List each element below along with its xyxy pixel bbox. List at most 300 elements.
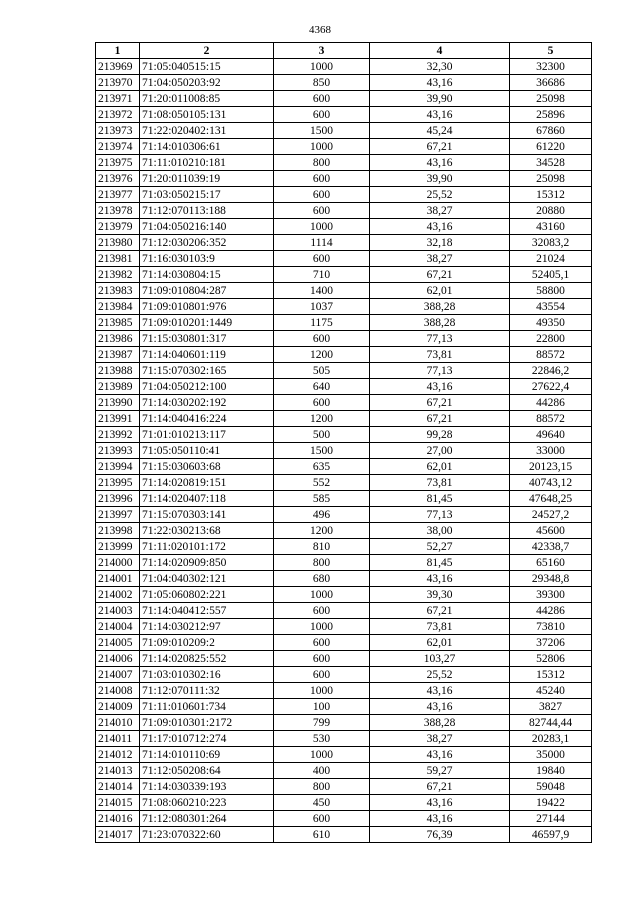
area-value: 530 [274,731,370,747]
area-value: 810 [274,539,370,555]
row-number: 214008 [96,683,140,699]
rate-value: 38,27 [370,251,510,267]
cadastral-number: 71:04:050203:92 [140,75,274,91]
area-value: 600 [274,171,370,187]
table-row [96,219,592,235]
rate-value: 38,27 [370,731,510,747]
rate-value: 62,01 [370,459,510,475]
area-value: 710 [274,267,370,283]
cadastral-number: 71:23:070322:60 [140,827,274,843]
total-value: 35000 [510,747,592,763]
rate-value: 67,21 [370,267,510,283]
table-row [96,747,592,763]
row-number: 214007 [96,667,140,683]
rate-value: 77,13 [370,363,510,379]
total-value: 52806 [510,651,592,667]
cadastral-number: 71:14:010110:69 [140,747,274,763]
table-row [96,187,592,203]
area-value: 400 [274,763,370,779]
page-number: 4368 [309,24,331,36]
rate-value: 388,28 [370,315,510,331]
area-value: 585 [274,491,370,507]
table-row [96,491,592,507]
row-number: 214001 [96,571,140,587]
cadastral-number: 71:17:010712:274 [140,731,274,747]
row-number: 213978 [96,203,140,219]
row-number: 213970 [96,75,140,91]
rate-value: 27,00 [370,443,510,459]
rate-value: 67,21 [370,139,510,155]
rate-value: 43,16 [370,699,510,715]
table-row [96,619,592,635]
cadastral-number: 71:11:010210:181 [140,155,274,171]
cadastral-number: 71:14:020909:850 [140,555,274,571]
row-number: 213983 [96,283,140,299]
table-row [96,283,592,299]
cadastral-number: 71:12:070113:188 [140,203,274,219]
total-value: 49640 [510,427,592,443]
table-row [96,667,592,683]
area-value: 799 [274,715,370,731]
total-value: 46597,9 [510,827,592,843]
total-value: 43160 [510,219,592,235]
rate-value: 25,52 [370,187,510,203]
table-row [96,811,592,827]
row-number: 213972 [96,107,140,123]
table-row [96,603,592,619]
cadastral-number: 71:12:030206:352 [140,235,274,251]
row-number: 213994 [96,459,140,475]
total-value: 61220 [510,139,592,155]
area-value: 635 [274,459,370,475]
total-value: 88572 [510,347,592,363]
rate-value: 39,30 [370,587,510,603]
total-value: 3827 [510,699,592,715]
cadastral-number: 71:15:070303:141 [140,507,274,523]
row-number: 213993 [96,443,140,459]
total-value: 73810 [510,619,592,635]
table-row [96,523,592,539]
area-value: 552 [274,475,370,491]
cadastral-number: 71:14:020825:552 [140,651,274,667]
row-number: 214013 [96,763,140,779]
row-number: 214002 [96,587,140,603]
area-value: 1400 [274,283,370,299]
rate-value: 76,39 [370,827,510,843]
table-row [96,267,592,283]
cadastral-number: 71:05:050110:41 [140,443,274,459]
area-value: 850 [274,75,370,91]
cadastral-number: 71:15:070302:165 [140,363,274,379]
table-row [96,683,592,699]
rate-value: 43,16 [370,811,510,827]
area-value: 1000 [274,59,370,75]
table-row [96,299,592,315]
row-number: 213974 [96,139,140,155]
area-value: 600 [274,187,370,203]
cadastral-number: 71:14:030804:15 [140,267,274,283]
row-number: 213995 [96,475,140,491]
rate-value: 43,16 [370,683,510,699]
cadastral-number: 71:04:040302:121 [140,571,274,587]
area-value: 600 [274,251,370,267]
total-value: 25896 [510,107,592,123]
rate-value: 32,18 [370,235,510,251]
data-table [95,42,592,843]
total-value: 27144 [510,811,592,827]
cadastral-number: 71:05:040515:15 [140,59,274,75]
area-value: 1200 [274,411,370,427]
table-row [96,779,592,795]
row-number: 214005 [96,635,140,651]
rate-value: 103,27 [370,651,510,667]
table-row [96,347,592,363]
cadastral-number: 71:08:050105:131 [140,107,274,123]
total-value: 24527,2 [510,507,592,523]
total-value: 25098 [510,91,592,107]
total-value: 65160 [510,555,592,571]
table-row [96,555,592,571]
area-value: 600 [274,603,370,619]
row-number: 213987 [96,347,140,363]
rate-value: 45,24 [370,123,510,139]
total-value: 34528 [510,155,592,171]
table-row [96,731,592,747]
rate-value: 43,16 [370,219,510,235]
total-value: 20283,1 [510,731,592,747]
total-value: 42338,7 [510,539,592,555]
total-value: 39300 [510,587,592,603]
table-row [96,331,592,347]
row-number: 213991 [96,411,140,427]
area-value: 1500 [274,123,370,139]
row-number: 213977 [96,187,140,203]
table-row [96,315,592,331]
area-value: 800 [274,555,370,571]
table-body [96,59,592,843]
rate-value: 43,16 [370,107,510,123]
rate-value: 81,45 [370,491,510,507]
row-number: 213975 [96,155,140,171]
row-number: 214009 [96,699,140,715]
cadastral-number: 71:09:010209:2 [140,635,274,651]
rate-value: 67,21 [370,603,510,619]
total-value: 67860 [510,123,592,139]
area-value: 100 [274,699,370,715]
rate-value: 73,81 [370,619,510,635]
row-number: 214011 [96,731,140,747]
total-value: 22846,2 [510,363,592,379]
area-value: 600 [274,811,370,827]
cadastral-number: 71:09:010801:976 [140,299,274,315]
area-value: 450 [274,795,370,811]
rate-value: 388,28 [370,715,510,731]
rate-value: 59,27 [370,763,510,779]
area-value: 800 [274,779,370,795]
cadastral-number: 71:09:010301:2172 [140,715,274,731]
total-value: 33000 [510,443,592,459]
row-number: 213999 [96,539,140,555]
rate-value: 38,00 [370,523,510,539]
cadastral-number: 71:11:010601:734 [140,699,274,715]
cadastral-number: 71:16:030103:9 [140,251,274,267]
cadastral-number: 71:20:011008:85 [140,91,274,107]
area-value: 610 [274,827,370,843]
cadastral-number: 71:14:040601:119 [140,347,274,363]
header-row [96,43,592,59]
total-value: 45240 [510,683,592,699]
table-row [96,443,592,459]
cadastral-number: 71:14:030202:192 [140,395,274,411]
rate-value: 67,21 [370,395,510,411]
area-value: 600 [274,635,370,651]
table-row [96,155,592,171]
rate-value: 62,01 [370,283,510,299]
total-value: 15312 [510,667,592,683]
table-row [96,91,592,107]
row-number: 213988 [96,363,140,379]
row-number: 214014 [96,779,140,795]
total-value: 29348,8 [510,571,592,587]
rate-value: 43,16 [370,747,510,763]
cadastral-number: 71:14:040416:224 [140,411,274,427]
row-number: 214000 [96,555,140,571]
total-value: 21024 [510,251,592,267]
area-value: 1000 [274,683,370,699]
total-value: 47648,25 [510,491,592,507]
total-value: 88572 [510,411,592,427]
table-row [96,715,592,731]
total-value: 32300 [510,59,592,75]
cadastral-number: 71:12:050208:64 [140,763,274,779]
table-row [96,395,592,411]
table-row [96,651,592,667]
row-number: 213990 [96,395,140,411]
row-number: 214015 [96,795,140,811]
area-value: 1200 [274,523,370,539]
rate-value: 43,16 [370,795,510,811]
rate-value: 77,13 [370,507,510,523]
table-row [96,379,592,395]
row-number: 214012 [96,747,140,763]
total-value: 19422 [510,795,592,811]
total-value: 20123,15 [510,459,592,475]
area-value: 680 [274,571,370,587]
area-value: 1114 [274,235,370,251]
rate-value: 43,16 [370,75,510,91]
table-row [96,235,592,251]
area-value: 600 [274,651,370,667]
total-value: 82744,44 [510,715,592,731]
rate-value: 81,45 [370,555,510,571]
cadastral-number: 71:15:030801:317 [140,331,274,347]
rate-value: 388,28 [370,299,510,315]
cadastral-number: 71:14:010306:61 [140,139,274,155]
table-row [96,539,592,555]
total-value: 40743,12 [510,475,592,491]
cadastral-number: 71:03:010302:16 [140,667,274,683]
area-value: 1175 [274,315,370,331]
row-number: 213979 [96,219,140,235]
area-value: 600 [274,203,370,219]
area-value: 1037 [274,299,370,315]
rate-value: 62,01 [370,635,510,651]
area-value: 1000 [274,139,370,155]
cadastral-number: 71:20:011039:19 [140,171,274,187]
column-header-1: 1 [96,43,140,59]
row-number: 213982 [96,267,140,283]
row-number: 213976 [96,171,140,187]
table-row [96,427,592,443]
area-value: 1000 [274,619,370,635]
area-value: 1000 [274,587,370,603]
area-value: 1000 [274,219,370,235]
area-value: 600 [274,667,370,683]
area-value: 496 [274,507,370,523]
area-value: 600 [274,107,370,123]
table-row [96,475,592,491]
cadastral-number: 71:22:030213:68 [140,523,274,539]
row-number: 213980 [96,235,140,251]
area-value: 600 [274,91,370,107]
row-number: 214004 [96,619,140,635]
cadastral-number: 71:04:050212:100 [140,379,274,395]
cadastral-number: 71:12:070111:32 [140,683,274,699]
rate-value: 43,16 [370,571,510,587]
table-row [96,795,592,811]
table-row [96,827,592,843]
total-value: 43554 [510,299,592,315]
cadastral-number: 71:05:060802:221 [140,587,274,603]
row-number: 213985 [96,315,140,331]
table-row [96,203,592,219]
area-value: 600 [274,395,370,411]
total-value: 36686 [510,75,592,91]
total-value: 32083,2 [510,235,592,251]
total-value: 44286 [510,603,592,619]
table-row [96,763,592,779]
table-row [96,587,592,603]
table-row [96,171,592,187]
row-number: 214016 [96,811,140,827]
area-value: 600 [274,331,370,347]
row-number: 213984 [96,299,140,315]
rate-value: 73,81 [370,347,510,363]
cadastral-number: 71:14:040412:557 [140,603,274,619]
row-number: 214010 [96,715,140,731]
total-value: 49350 [510,315,592,331]
rate-value: 43,16 [370,155,510,171]
row-number: 213997 [96,507,140,523]
total-value: 22800 [510,331,592,347]
row-number: 213973 [96,123,140,139]
total-value: 15312 [510,187,592,203]
cadastral-number: 71:08:060210:223 [140,795,274,811]
table-row [96,635,592,651]
table-row [96,123,592,139]
total-value: 37206 [510,635,592,651]
table-row [96,363,592,379]
cadastral-number: 71:14:020819:151 [140,475,274,491]
row-number: 214006 [96,651,140,667]
column-header-5: 5 [510,43,592,59]
total-value: 58800 [510,283,592,299]
table-row [96,699,592,715]
row-number: 214017 [96,827,140,843]
rate-value: 39,90 [370,171,510,187]
rate-value: 25,52 [370,667,510,683]
cadastral-number: 71:09:010201:1449 [140,315,274,331]
table-row [96,571,592,587]
area-value: 1500 [274,443,370,459]
rate-value: 99,28 [370,427,510,443]
cadastral-number: 71:04:050216:140 [140,219,274,235]
cadastral-number: 71:14:030339:193 [140,779,274,795]
table-row [96,251,592,267]
total-value: 19840 [510,763,592,779]
rate-value: 32,30 [370,59,510,75]
cadastral-number: 71:22:020402:131 [140,123,274,139]
table-row [96,139,592,155]
area-value: 640 [274,379,370,395]
row-number: 213986 [96,331,140,347]
column-header-3: 3 [274,43,370,59]
area-value: 500 [274,427,370,443]
rate-value: 52,27 [370,539,510,555]
cadastral-number: 71:11:020101:172 [140,539,274,555]
row-number: 213971 [96,91,140,107]
column-header-2: 2 [140,43,274,59]
total-value: 27622,4 [510,379,592,395]
rate-value: 67,21 [370,779,510,795]
area-value: 1200 [274,347,370,363]
row-number: 213998 [96,523,140,539]
row-number: 213981 [96,251,140,267]
rate-value: 39,90 [370,91,510,107]
row-number: 213989 [96,379,140,395]
rate-value: 77,13 [370,331,510,347]
row-number: 213969 [96,59,140,75]
row-number: 214003 [96,603,140,619]
rate-value: 38,27 [370,203,510,219]
total-value: 25098 [510,171,592,187]
total-value: 44286 [510,395,592,411]
total-value: 45600 [510,523,592,539]
column-header-4: 4 [370,43,510,59]
area-value: 505 [274,363,370,379]
cadastral-number: 71:14:020407:118 [140,491,274,507]
row-number: 213992 [96,427,140,443]
rate-value: 43,16 [370,379,510,395]
cadastral-number: 71:03:050215:17 [140,187,274,203]
table-row [96,107,592,123]
total-value: 59048 [510,779,592,795]
total-value: 52405,1 [510,267,592,283]
cadastral-number: 71:14:030212:97 [140,619,274,635]
area-value: 1000 [274,747,370,763]
total-value: 20880 [510,203,592,219]
table-row [96,459,592,475]
rate-value: 73,81 [370,475,510,491]
table-row [96,411,592,427]
cadastral-number: 71:15:030603:68 [140,459,274,475]
table-row [96,59,592,75]
table-row [96,507,592,523]
cadastral-number: 71:12:080301:264 [140,811,274,827]
row-number: 213996 [96,491,140,507]
cadastral-number: 71:01:010213:117 [140,427,274,443]
rate-value: 67,21 [370,411,510,427]
